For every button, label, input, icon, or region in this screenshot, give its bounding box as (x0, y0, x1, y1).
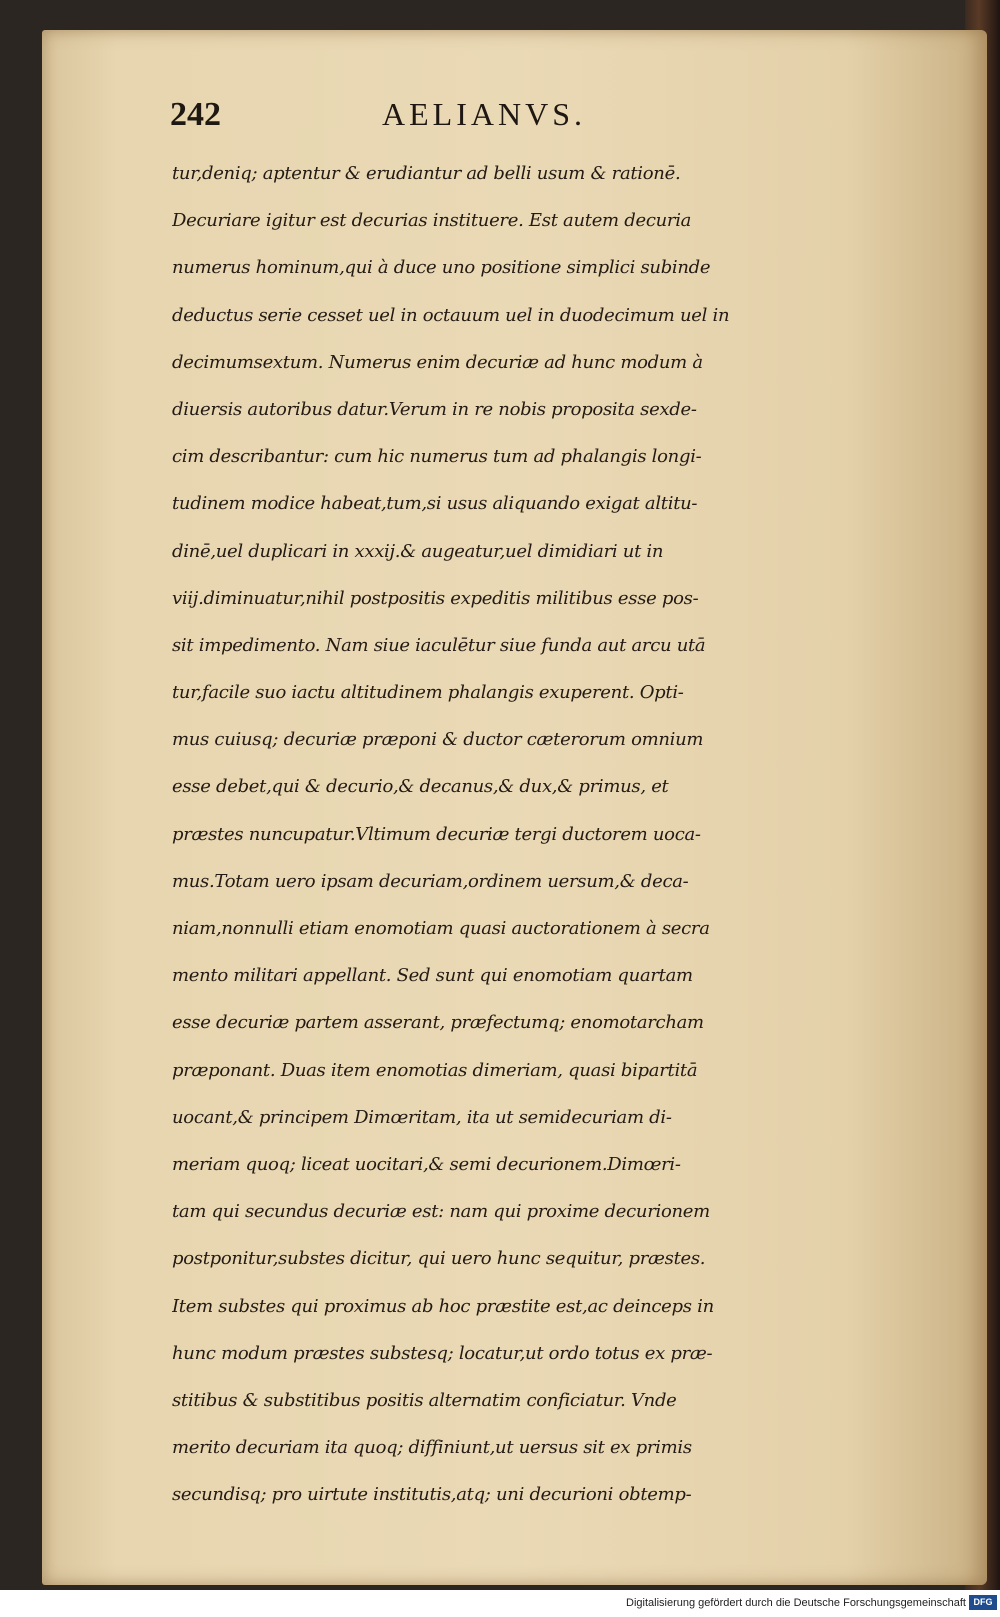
text-line: secundisq; pro uirtute institutis,atq; uni decurioni obtemp- (172, 1484, 692, 1506)
text-line: stitibus & substitibus positis alternatim conficiatur. Vnde (172, 1389, 677, 1411)
text-line: mento militari appellant. Sed sunt qui enomotiam quartam (172, 965, 693, 987)
text-line: mus cuiusq; decuriæ præponi & ductor cæterorum omnium (172, 729, 704, 751)
text-line: numerus hominum,qui à duce uno positione simplici subinde (172, 257, 711, 279)
text-line: tur,facile suo iactu altitudinem phalangis exuperent. Opti- (172, 682, 684, 704)
text-line: Item substes qui proximus ab hoc præstite est,ac deinceps in (172, 1295, 714, 1317)
text-line: præponant. Duas item enomotias dimeriam, quasi bipartitā (172, 1059, 698, 1081)
text-line: tudinem modice habeat,tum,si usus aliquando exigat altitu- (172, 493, 698, 515)
text-line: diuersis autoribus datur.Verum in re nobis proposita sexde- (172, 398, 697, 420)
body-text (172, 150, 902, 1518)
text-line: uocant,& principem Dimœritam, ita ut semidecuriam di- (172, 1106, 672, 1128)
digitization-credit: Digitalisierung gefördert durch die Deutsche Forschungsgemeinschaft (626, 1597, 966, 1609)
running-title: AELIANVS. (382, 96, 586, 132)
text-line: niam,nonnulli etiam enomotiam quasi auctorationem à secra (172, 918, 710, 939)
text-line: tur,deniq; aptentur & erudiantur ad belli usum & rationē. (172, 163, 681, 184)
text-line: mus.Totam uero ipsam decuriam,ordinem uersum,& deca- (172, 870, 689, 892)
running-head (170, 96, 620, 136)
text-line: esse decuriæ partem asserant, præfectumq; enomotarcham (172, 1012, 704, 1034)
text-line: viij.diminuatur,nihil postpositis expeditis militibus esse pos- (172, 587, 699, 609)
text-line: postponitur,substes dicitur, qui uero hunc sequitur, præstes. (172, 1248, 706, 1270)
text-line: merito decuriam ita quoq; diffiniunt,ut uersus sit ex primis (172, 1437, 692, 1459)
text-line: tam qui secundus decuriæ est: nam qui proxime decurionem (172, 1201, 710, 1223)
text-line: deductus serie cesset uel in octauum uel in duodecimum uel in (172, 304, 730, 326)
text-line: decimumsextum. Numerus enim decuriæ ad hunc modum à (172, 351, 703, 373)
text-line: esse debet,qui & decurio,& decanus,& dux,& primus, et (172, 776, 669, 798)
dfg-logo: DFG (969, 1595, 997, 1610)
text-line: præstes nuncupatur.Vltimum decuriæ tergi ductorem uoca- (172, 823, 701, 845)
text-line: cim describantur: cum hic numerus tum ad phalangis longi- (172, 446, 702, 468)
text-line: dinē,uel duplicari in xxxij.& augeatur,uel dimidiari ut in (172, 540, 664, 562)
text-line: meriam quoq; liceat uocitari,& semi decurionem.Dimœri- (172, 1153, 681, 1175)
page-number: 242 (170, 96, 221, 133)
text-line: hunc modum præstes substesq; locatur,ut ordo totus ex præ- (172, 1342, 713, 1364)
text-line: sit impedimento. Nam siue iaculētur siue funda aut arcu utā (172, 634, 706, 656)
text-line: Decuriare igitur est decurias instituere. Est autem decuria (172, 210, 692, 232)
